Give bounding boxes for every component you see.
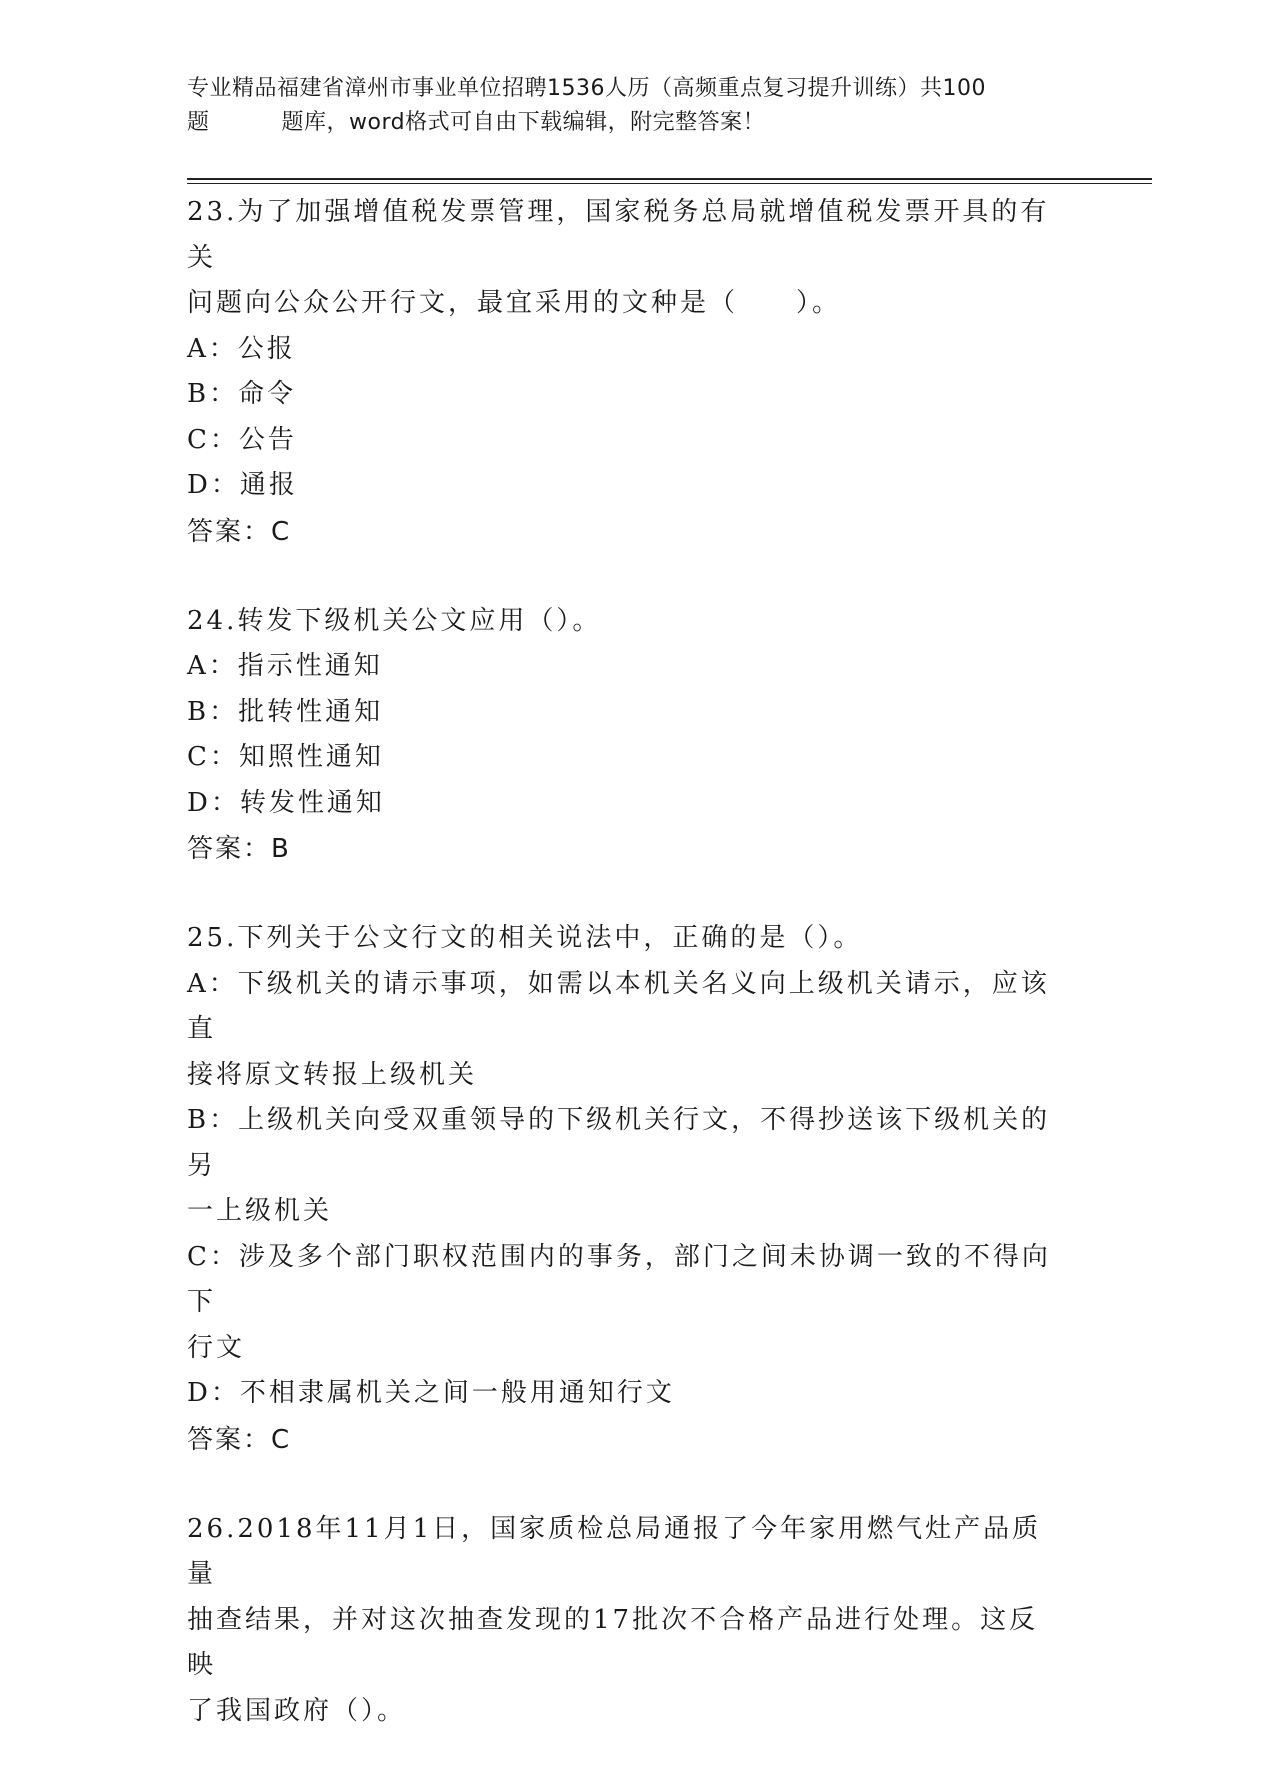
question-stem: 25.下列关于公文行文的相关说法中，正确的是（）。: [187, 923, 863, 953]
answer-option: 一上级机关: [187, 1196, 333, 1226]
answer-key: 答案：C: [187, 1424, 292, 1455]
answer-option: 接将原文转报上级机关: [187, 1059, 478, 1090]
answer-option: D：转发性通知: [187, 787, 385, 818]
question-stem: 问题向公众公开行文，最宜采用的文种是（ ）。: [187, 288, 842, 318]
header-divider-bottom: [187, 183, 1152, 184]
answer-option: B：上级机关向受双重领导的下级机关行文，不得抄送该下级机关的另: [187, 1105, 1051, 1181]
header-line-1: 专业精品福建省漳州市事业单位招聘1536人历（高频重点复习提升训练）共100: [187, 76, 986, 101]
answer-option: A：公报: [187, 333, 296, 364]
answer-option: A：下级机关的请示事项，如需以本机关名义向上级机关请示，应该直: [187, 968, 1050, 1044]
question-block: [187, 916, 1067, 1463]
answer-key: 答案：C: [187, 516, 292, 547]
document-header: [187, 72, 1067, 140]
answer-option: C：知照性通知: [187, 742, 384, 772]
question-stem: 抽查结果，并对这次抽查发现的17批次不合格产品进行处理。这反映: [187, 1604, 1039, 1680]
question-block: [187, 599, 1067, 873]
question-stem: 24.转发下级机关公文应用（）。: [187, 605, 602, 636]
header-line-2-head: 题: [187, 110, 210, 135]
header-divider-top: [187, 178, 1152, 180]
answer-option: C：公告: [187, 424, 297, 455]
answer-key: 答案：B: [187, 834, 291, 864]
question-block: [187, 190, 1067, 555]
question-list: [187, 190, 1067, 1778]
answer-option: D：不相隶属机关之间一般用通知行文: [187, 1378, 675, 1408]
answer-option: A：指示性通知: [187, 651, 383, 681]
question-stem: 26.2018年11月1日，国家质检总局通报了今年家用燃气灶产品质量: [187, 1513, 1042, 1589]
question-stem: 了我国政府（）。: [187, 1695, 407, 1726]
answer-option: C：涉及多个部门职权范围内的事务，部门之间未协调一致的不得向下: [187, 1241, 1051, 1317]
answer-option: B：批转性通知: [187, 696, 384, 727]
header-line-2-tail: 题库，word格式可自由下载编辑，附完整答案！: [281, 110, 766, 135]
answer-option: B：命令: [187, 379, 297, 409]
answer-option: 行文: [187, 1332, 246, 1363]
question-block: [187, 1507, 1067, 1735]
answer-option: D：通报: [187, 470, 298, 500]
header-line-2: [187, 106, 1067, 140]
question-stem: 23.为了加强增值税发票管理，国家税务总局就增值税发票开具的有关: [187, 197, 1050, 273]
